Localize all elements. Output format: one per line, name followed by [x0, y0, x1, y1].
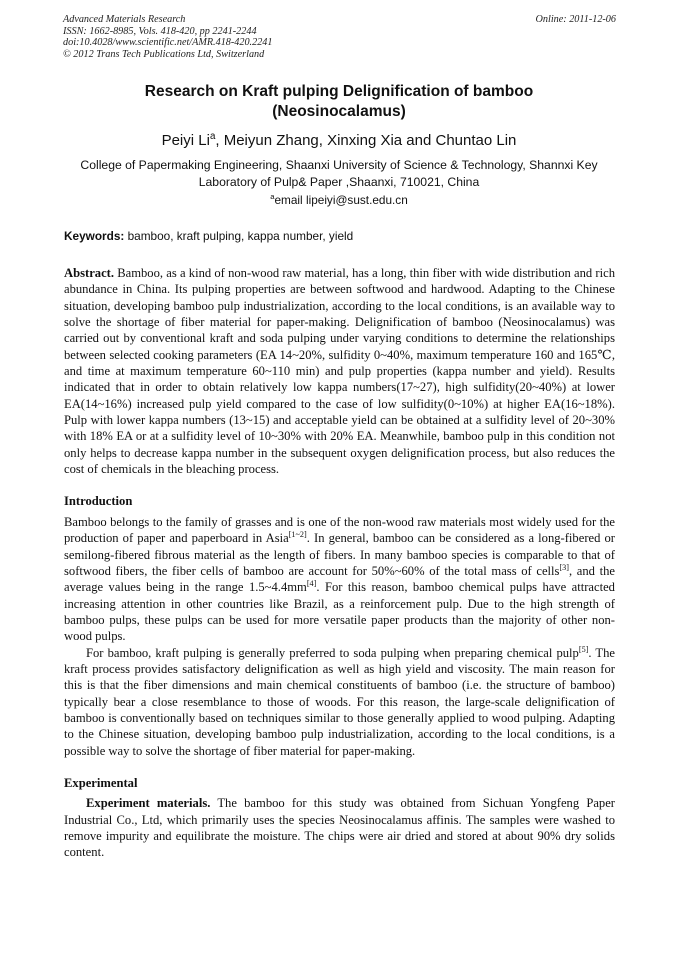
abstract-label: Abstract. — [64, 266, 115, 280]
experimental-paragraph — [64, 795, 615, 860]
affiliation-line-2: Laboratory of Pulp& Paper ,Shaanxi, 710021, China — [198, 175, 480, 189]
affiliation — [62, 157, 616, 191]
intro-p1-text-c: , and the average values being in the range 1.5~4.4mm — [64, 563, 615, 595]
intro-p2-text-a: For bamboo, kraft pulping is generally preferred to soda pulping when preparing chemical pulp — [86, 645, 579, 660]
experiment-materials-label: Experiment materials. — [86, 796, 211, 811]
affiliation-line-1: College of Papermaking Engineering, Shaanxi University of Science & Technology, Shannxi Key — [80, 158, 598, 172]
author-email — [60, 193, 618, 207]
title-line-1: Research on Kraft pulping Delignification of bamboo — [144, 83, 534, 100]
paper-body — [64, 265, 615, 861]
intro-p1-text-a: Bamboo belongs to the family of grasses and is one of the non-wood raw materials most widely used for the production of paper and paperboard in Asia — [64, 514, 615, 546]
abstract-text: Bamboo, as a kind of non-wood raw material, has a long, thin fiber with wide distribution and rich abundance in China. Its pulping properties are between softwood and hardwood. Adapting to the Chinese situation, developing bamboo pulp industrialization, according to the local conditions, is an available way to solve the shortage of fiber material for paper-making. Delignification of bamboo (Neosinocalamus) was carried out by conventional kraft and soda pulping under varying conditions to determine the relationships between selected cooking parameters (EA 14~20%, sulfidity 0~40%, maximum temperature 160 and 165℃, and time at maximum temperature 60~110 min) and pulp properties (kappa number and yield). Results indicated that in order to obtain relatively low kappa numbers(17~27), high sulfidity(20~40%) at lower EA(14~16%) increased pulp yield compared to the case of low sulfidity(0~10%) at higher EA(16~18%). Pulp with lower kappa numbers (13~15) and acceptable yield can be obtained at a sulfidity level of 20~30% with 18% EA or at a sulfidity level of 10~30% with 20% EA. Meanwhile, bamboo pulp in this condition not only helps to decrease kappa number in the subsequent oxygen delignification process, but also reduces the cost of chemicals in the bleaching process. — [64, 266, 615, 477]
intro-p2-text-b: . The kraft process provides satisfactory delignification as well as high yield and viscosity. The main reason for this is that the fiber dimensions and main chemical constituents of bamboo (i.e. the structure of bamboo) typically bear a close resemblance to those of woods. For this reason, the large-scale delignification of bamboo is conventionally based on techniques similar to those generally applied to wood pulping. Adapting to the Chinese situation, developing bamboo pulp industrialization, according to the local conditions, is a possible way to solve the shortage of fiber material for paper-making. — [64, 645, 615, 758]
introduction-paragraph-1 — [64, 514, 615, 645]
intro-p1-text-d: . For this reason, bamboo chemical pulps have attracted increasing attention in other countries like Brazil, as a reinforcement pulp. Due to the high strength of bamboo pulps, these pulps can be used for more versatile paper products than the majority of other non-wood pulps. — [64, 580, 615, 644]
journal-copyright: © 2012 Trans Tech Publications Ltd, Switzerland — [63, 48, 265, 60]
author-list — [60, 132, 618, 149]
keywords-label: Keywords: — [64, 229, 125, 243]
author-affil-mark: a — [209, 131, 216, 142]
title-line-2: (Neosinocalamus) — [272, 103, 406, 120]
online-date: Online: 2011-12-06 — [535, 14, 616, 25]
introduction-heading: Introduction — [64, 494, 133, 509]
journal-issn: ISSN: 1662-8985, Vols. 418-420, pp 2241-2244 — [63, 25, 257, 37]
citation-4: [4] — [306, 579, 317, 588]
citation-3: [3] — [559, 562, 569, 572]
citation-1-2: [1~2] — [288, 529, 307, 539]
journal-header — [63, 14, 616, 60]
introduction-paragraph-2 — [64, 645, 615, 759]
experimental-heading: Experimental — [64, 775, 138, 790]
email-text: email lipeiyi@sust.edu.cn — [274, 193, 408, 207]
keywords — [64, 229, 616, 243]
experiment-materials-text: The bamboo for this study was obtained from Sichuan Yongfeng Paper Industrial Co., Ltd, which primarily uses the species Neosinocalamus affinis. The samples were washed to remove impurity and equilibrate the moisture. The chips were air dried and stored at about 90% dry solids content. — [64, 796, 616, 860]
author-rest: , Meiyun Zhang, Xinxing Xia and Chuntao Lin — [215, 132, 517, 149]
author-first: Peiyi Li — [161, 132, 210, 149]
citation-5: [5] — [578, 644, 589, 654]
email-affil-mark: a — [270, 192, 275, 202]
journal-doi: doi:10.4028/www.scientific.net/AMR.418-420.2241 — [63, 37, 273, 49]
keywords-text: bamboo, kraft pulping, kappa number, yield — [124, 229, 354, 243]
journal-name: Advanced Materials Research — [63, 14, 186, 25]
intro-p1-text-b: . In general, bamboo can be considered as a long-fibered or semilong-fibered fibrous material as the length of fibers. In many bamboo species is comparable to that of softwood fibers, the fiber cells of bamboo are account for 50%~60% of the total mass of cells — [64, 531, 615, 578]
paper-title — [60, 82, 618, 122]
abstract-paragraph — [64, 265, 615, 477]
